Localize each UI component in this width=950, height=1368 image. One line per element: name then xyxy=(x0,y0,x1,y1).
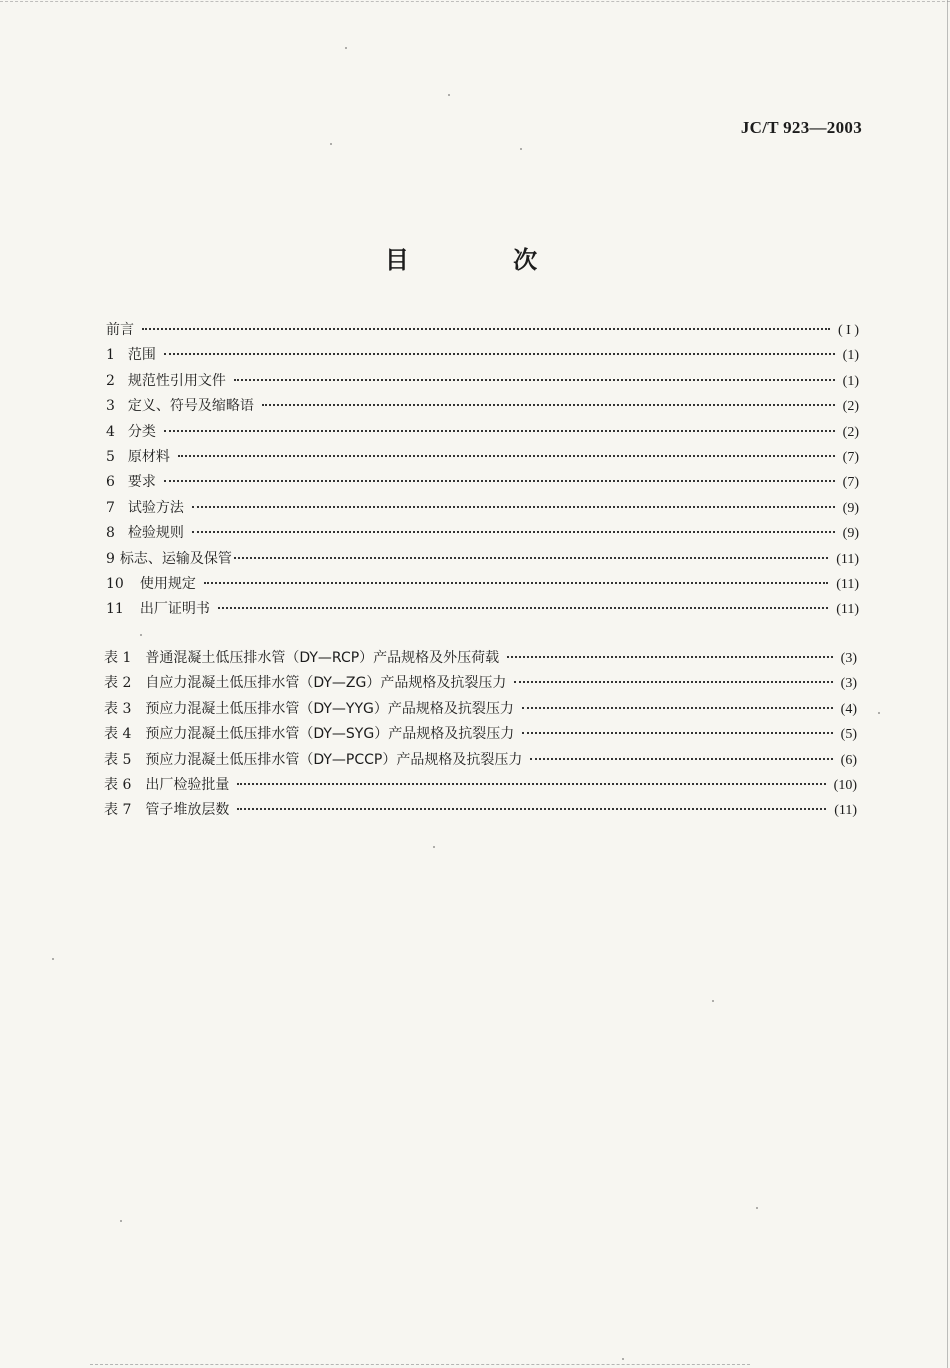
toc-table-label: 普通混凝土低压排水管（DY—RCP）产品规格及外压荷载 xyxy=(145,650,500,666)
toc-table-entry[interactable] xyxy=(104,723,857,748)
toc-entry-number: 6 xyxy=(106,474,115,491)
toc-entry-label: 出厂证明书 xyxy=(139,601,210,618)
scan-speck xyxy=(622,1358,624,1360)
toc-entry-number: 2 xyxy=(106,372,115,389)
toc-entry-page: ( I ) xyxy=(838,323,859,338)
toc-entry-page: (9) xyxy=(842,526,859,542)
scan-speck xyxy=(520,148,522,150)
toc-entry-page: (1) xyxy=(842,348,859,364)
scan-edge-right xyxy=(947,0,948,1368)
toc-entry-page: (7) xyxy=(842,449,859,465)
dot-leader xyxy=(192,531,835,533)
toc-entry-number: 8 xyxy=(106,525,115,542)
toc-table-page: (3) xyxy=(840,676,857,692)
toc-table-number: 表 2 xyxy=(104,675,132,692)
toc-entry-page: (11) xyxy=(836,576,859,592)
dot-leader xyxy=(234,557,828,559)
toc-entry[interactable] xyxy=(106,497,859,522)
toc-table-label: 预应力混凝土低压排水管（DY—PCCP）产品规格及抗裂压力 xyxy=(145,751,523,768)
toc-entry-number: 7 xyxy=(106,499,115,516)
dot-leader xyxy=(234,379,835,381)
toc-entry-label: 标志、运输及保管 xyxy=(119,550,232,567)
dot-leader xyxy=(507,656,832,658)
toc-entry-label: 检验规则 xyxy=(127,525,184,542)
toc-entry-number: 5 xyxy=(106,448,115,465)
toc-entry-label: 使用规定 xyxy=(139,575,196,592)
toc-entry-label: 分类 xyxy=(127,423,156,440)
toc-table-entry[interactable] xyxy=(104,698,857,723)
toc-entry[interactable] xyxy=(106,319,859,344)
toc-table-page: (10) xyxy=(833,777,857,793)
toc-table-number: 表 7 xyxy=(104,802,132,819)
toc-entry[interactable] xyxy=(106,573,859,598)
toc-table-number: 表 1 xyxy=(104,650,132,666)
dot-leader xyxy=(522,707,833,709)
toc-entry-label: 规范性引用文件 xyxy=(127,372,226,389)
toc-table-label: 出厂检验批量 xyxy=(145,776,230,793)
scan-speck xyxy=(345,47,347,49)
toc-entry[interactable] xyxy=(106,421,859,446)
toc-entry[interactable] xyxy=(106,522,859,547)
toc-table-label: 预应力混凝土低压排水管（DY—YYG）产品规格及抗裂压力 xyxy=(145,700,514,717)
toc-table-page: (11) xyxy=(834,803,857,819)
toc-entry-number: 11 xyxy=(106,601,124,618)
page-title: 目 次 xyxy=(384,246,586,274)
dot-leader xyxy=(164,430,835,432)
toc-table-entry[interactable] xyxy=(104,774,857,799)
scan-edge-top xyxy=(0,1,950,2)
toc-table-number: 表 3 xyxy=(104,700,132,717)
toc-entry[interactable] xyxy=(106,548,859,573)
toc-table-number: 表 5 xyxy=(104,751,132,768)
toc-entry-label: 要求 xyxy=(127,474,156,491)
toc-entry[interactable] xyxy=(106,344,859,369)
toc-table-page: (6) xyxy=(840,752,857,768)
dot-leader xyxy=(530,758,832,760)
toc-entry-label: 前言 xyxy=(106,322,134,338)
toc-sections-list xyxy=(106,319,859,624)
toc-entry-number: 10 xyxy=(106,575,124,592)
toc-entry[interactable] xyxy=(106,598,859,623)
toc-table-number: 表 4 xyxy=(104,726,132,743)
toc-entry-page: (7) xyxy=(842,475,859,491)
scan-speck xyxy=(52,958,54,960)
toc-entry-label: 试验方法 xyxy=(127,499,184,516)
toc-entry[interactable] xyxy=(106,370,859,395)
toc-table-entry[interactable] xyxy=(104,799,857,824)
scan-speck xyxy=(878,712,880,714)
toc-entry-page: (2) xyxy=(842,424,859,440)
toc-entry[interactable] xyxy=(106,471,859,496)
toc-table-entry[interactable] xyxy=(104,672,857,697)
dot-leader xyxy=(164,353,835,355)
scan-speck xyxy=(120,1220,122,1222)
scan-speck xyxy=(448,94,450,96)
dot-leader xyxy=(514,681,832,683)
toc-entry-number: 1 xyxy=(106,347,115,364)
toc-tables-list xyxy=(104,647,857,825)
toc-entry-number: 9 xyxy=(106,550,115,567)
toc-table-page: (4) xyxy=(840,701,857,717)
document-code: JC/T 923—2003 xyxy=(740,118,862,137)
toc-table-entry[interactable] xyxy=(104,647,857,672)
dot-leader xyxy=(237,783,825,785)
toc-entry-label: 原材料 xyxy=(127,448,170,465)
scan-speck xyxy=(433,846,435,848)
toc-entry-page: (9) xyxy=(842,500,859,516)
dot-leader xyxy=(204,582,828,584)
toc-entry-label: 定义、符号及缩略语 xyxy=(127,398,254,415)
dot-leader xyxy=(164,480,835,482)
toc-entry[interactable] xyxy=(106,395,859,420)
toc-entry-page: (11) xyxy=(836,551,859,567)
dot-leader xyxy=(192,506,835,508)
dot-leader xyxy=(142,328,830,330)
toc-table-number: 表 6 xyxy=(104,776,132,793)
dot-leader xyxy=(522,732,832,734)
dot-leader xyxy=(237,808,826,810)
toc-table-label: 管子堆放层数 xyxy=(145,802,230,819)
toc-table-page: (5) xyxy=(840,727,857,743)
scan-speck xyxy=(756,1207,758,1209)
toc-entry-page: (1) xyxy=(842,373,859,389)
scan-speck xyxy=(712,1000,714,1002)
scan-speck xyxy=(330,143,332,145)
toc-table-page: (3) xyxy=(840,651,857,666)
dot-leader xyxy=(178,455,835,457)
toc-entry-number: 4 xyxy=(106,423,115,440)
dot-leader xyxy=(262,404,835,406)
toc-entry-label: 范围 xyxy=(127,347,156,364)
dot-leader xyxy=(218,607,828,609)
toc-table-label: 自应力混凝土低压排水管（DY—ZG）产品规格及抗裂压力 xyxy=(145,675,507,692)
toc-entry[interactable] xyxy=(106,446,859,471)
toc-table-label: 预应力混凝土低压排水管（DY—SYG）产品规格及抗裂压力 xyxy=(145,726,515,743)
scan-speck xyxy=(140,634,142,636)
scan-edge-bottom xyxy=(90,1364,750,1365)
toc-entry-page: (11) xyxy=(836,602,859,618)
toc-entry-number: 3 xyxy=(106,398,115,415)
toc-entry-page: (2) xyxy=(842,399,859,415)
toc-table-entry[interactable] xyxy=(104,749,857,774)
